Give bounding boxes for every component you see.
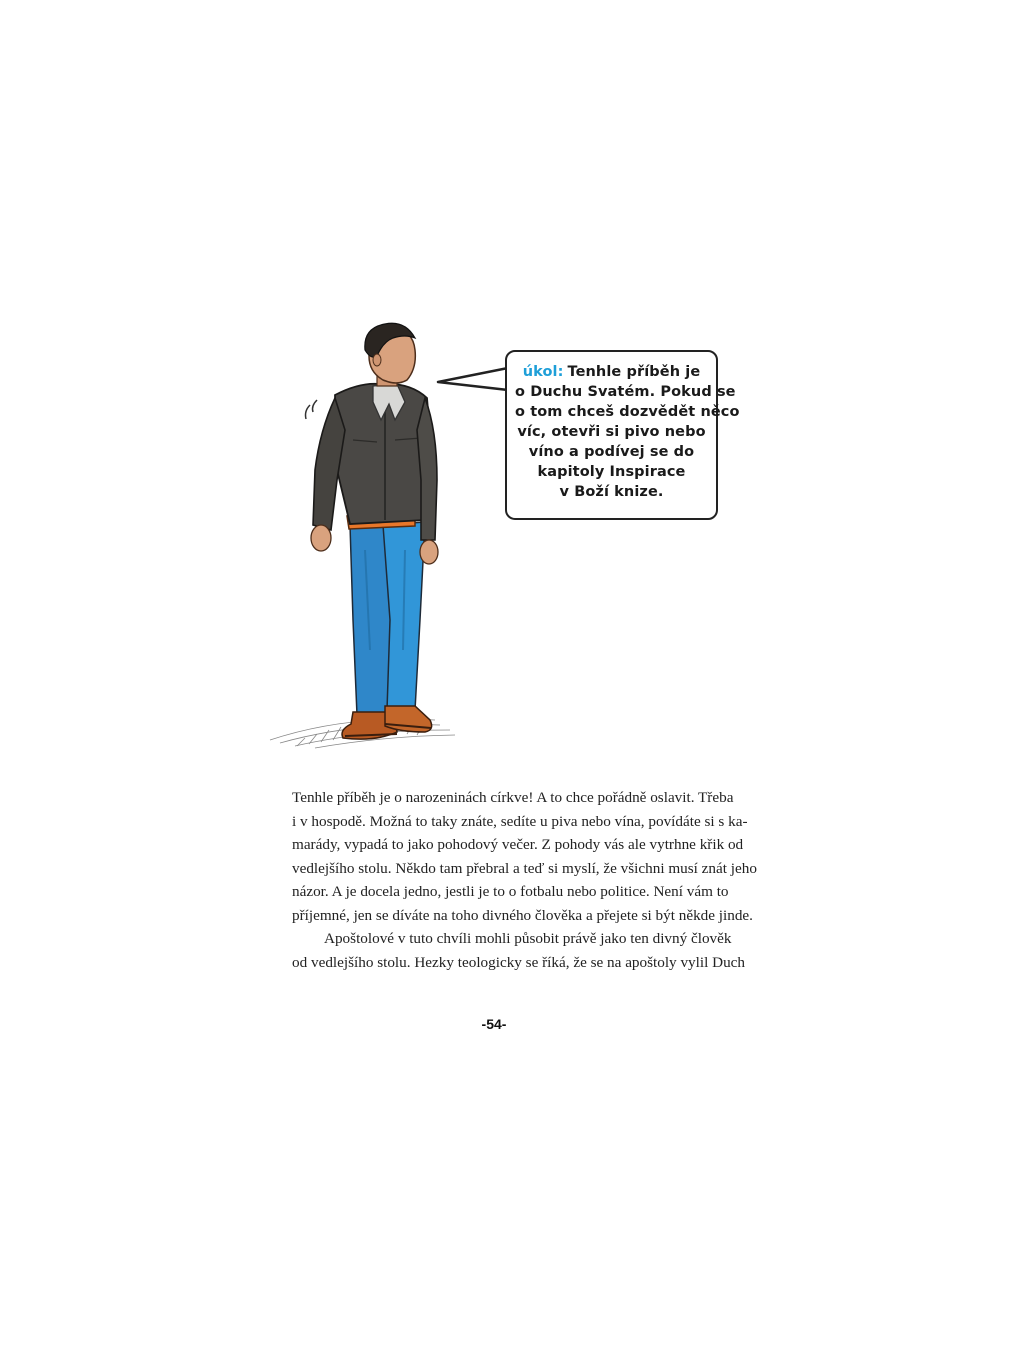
body-line: Apoštolové v tuto chvíli mohli působit právě jako ten divný člověk xyxy=(324,930,732,947)
speech-bubble-line: úkol: Tenhle příběh je xyxy=(522,364,701,380)
speech-bubble-line: víc, otevři si pivo nebo xyxy=(517,424,706,440)
body-line: vedlejšího stolu. Někdo tam přebral a teď si myslí, že všichni musí znát jeho xyxy=(292,859,757,877)
speech-bubble-line: v Boží knize. xyxy=(559,484,664,500)
speech-bubble-line: víno a podívej se do xyxy=(528,444,695,460)
motion-marks xyxy=(306,400,318,419)
speech-bubble-line: kapitoly Inspirace xyxy=(537,464,686,480)
body-line: i v hospodě. Možná to taky znáte, sedíte u piva nebo vína, povídáte si s ka- xyxy=(292,812,748,830)
body-line: marády, vypadá to jako pohodový večer. Z pohody vás ale vytrhne křik od xyxy=(292,836,744,853)
left-hand xyxy=(311,525,331,551)
speech-bubble-tail xyxy=(430,360,510,400)
left-arm xyxy=(313,398,345,530)
speech-bubble-line: o Duchu Svatém. Pokud se xyxy=(515,384,736,400)
body-text xyxy=(292,786,757,974)
body-line: příjemné, jen se díváte na toho divného člověka a přejete si být někde jinde. xyxy=(292,906,753,924)
speech-bubble-line: o tom chceš dozvědět něco xyxy=(515,404,740,420)
task-label: úkol: xyxy=(522,364,564,380)
body-line: názor. A je docela jedno, jestli je to o fotbalu nebo politice. Není vám to xyxy=(292,883,729,900)
right-hand xyxy=(420,540,438,564)
body-line: Tenhle příběh je o narozeninách církve! A to chce pořádně oslavit. Třeba xyxy=(292,789,734,806)
speech-bubble xyxy=(505,350,740,520)
page-number: -54- xyxy=(481,1016,507,1032)
body-line: od vedlejšího stolu. Hezky teologicky se říká, že se na apoštoly vylil Duch xyxy=(292,953,745,971)
